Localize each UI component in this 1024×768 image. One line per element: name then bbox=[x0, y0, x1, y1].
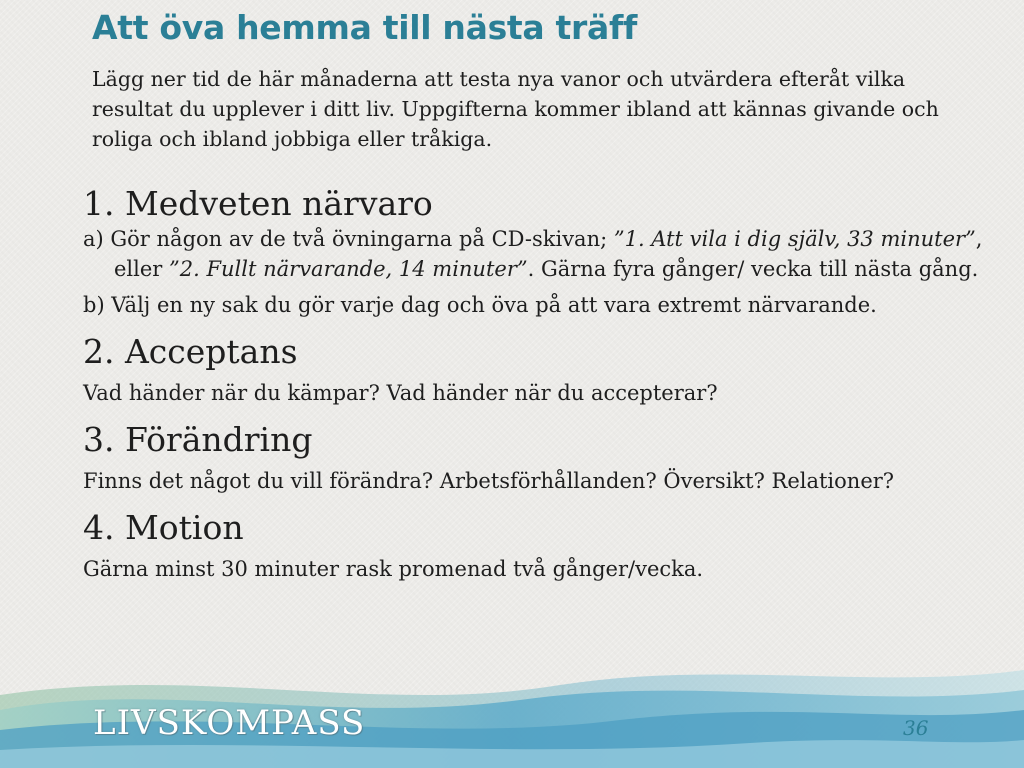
intro-paragraph: Lägg ner tid de här månaderna att testa nya vanor och utvärdera efteråt vilka resultat du upplever i ditt liv. Uppgifterna kommer ibland att kännas givande och roliga och ibland jobbiga eller tråkiga. bbox=[92, 67, 939, 151]
section-1-item-a bbox=[83, 224, 994, 284]
section-heading-1: 1. Medveten närvaro bbox=[83, 184, 433, 223]
section-3-text: Finns det något du vill förändra? Arbetsförhållanden? Översikt? Relationer? bbox=[83, 469, 895, 493]
section-4-text: Gärna minst 30 minuter rask promenad två gånger/vecka. bbox=[83, 557, 704, 581]
sections-list bbox=[83, 184, 1003, 584]
section-2-text: Vad händer när du kämpar? Vad händer när du accepterar? bbox=[83, 381, 718, 405]
slide-title: Att öva hemma till nästa träff bbox=[92, 8, 638, 47]
item-a-exercise-1: ”1. Att vila i dig själv, 33 minuter” bbox=[613, 227, 976, 251]
section-heading-3: 3. Förändring bbox=[83, 420, 313, 459]
section-heading-2: 2. Acceptans bbox=[83, 332, 298, 371]
item-a-text: a) Gör någon av de två övningarna på CD-skivan; bbox=[83, 227, 614, 251]
item-a-suffix: . Gärna fyra gånger/ vecka till nästa gång. bbox=[527, 257, 979, 281]
item-a-exercise-2: ”2. Fullt närvarande, 14 minuter” bbox=[169, 257, 528, 281]
item-a-connector: , eller bbox=[114, 227, 983, 281]
page-number: 36 bbox=[903, 716, 929, 740]
section-heading-4: 4. Motion bbox=[83, 508, 244, 547]
section-1-item-b: b) Välj en ny sak du gör varje dag och öva på att vara extremt närvarande. bbox=[83, 293, 877, 317]
livskompass-logo: LIVSKOMPASS bbox=[93, 703, 366, 743]
